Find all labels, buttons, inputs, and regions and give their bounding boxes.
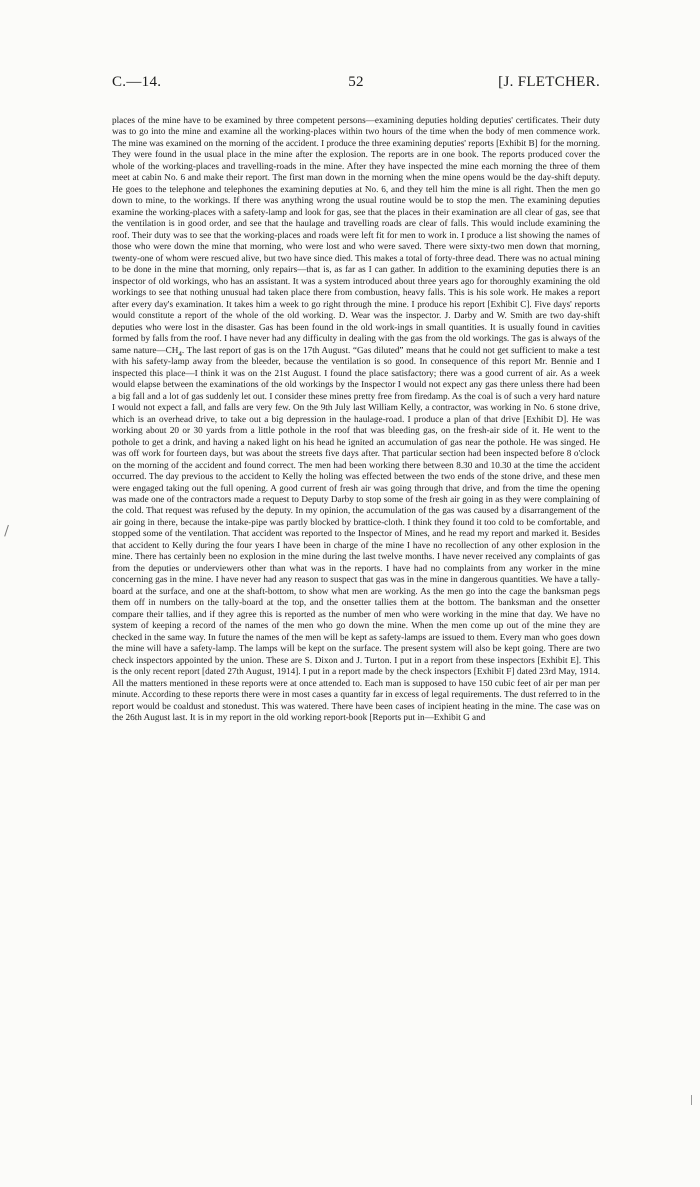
margin-mark	[4, 525, 11, 537]
testimony-part-2: . The last report of gas is on the 17th August. “Gas diluted” means that he could not get sufficient to make a test with his safety-lamp away from the bleeder, because the ventilation is so good. In consequence of this report Mr. Bennie and I inspected this place—I think it was on the 21st August. I found the place satisfactory; there was a good current of air. As a week would elapse between the examinations of the old workings by the Inspector I would not expect any gas there unless there had been a big fall and a lot of gas suddenly let out. I consider these mines pretty free from firedamp. As the coal is of such a very hard nature I would not expect a fall, and falls are very few. On the 9th July last William Kelly, a contractor, was working in No. 6 stone drive, which is an overhead drive, to take out a big depression in the haulage-road. I produce a plan of that drive [Exhibit D]. He was working about 20 or 30 yards from a little pothole in the roof that was bleeding gas, on the fresh-air side of it. He went to the pothole to get a drink, and having a naked light on his head he ignited an accumulation of gas near the pothole. He was singed. He was off work for fourteen days, but was about the streets five days after. That particular section had been inspected before 8 o'clock on the morning of the accident and found correct. The men had been working there between 8.30 and 10.30 at the time the accident occurred. The day previous to the accident to Kelly the holing was effected between the two ends of the stone drive, and these men were engaged taking out the full opening. A good current of fresh air was going through that drive, and from the time the opening was made one of the contractors made a request to Deputy Darby to stop some of the fresh air going in as they were complaining of the cold. That request was refused by the deputy. In my opinion, the accumulation of the gas was caused by a disarrangement of the air going in there, because the intake-pipe was partly blocked by brattice-cloth. I think they found it too cold to be comfortable, and stopped some of the ventilation. That accident was reported to the Inspector of Mines, and he read my report and marked it. Besides that accident to Kelly during the four years I have been in charge of the mine I have no recollection of any other explosion in the mine. There has certainly been no explosion in the mine during the last twelve months. I have never received any complaints of gas from the deputies or underviewers other than what was in the reports. I have had no complaints from any worker in the mine concerning gas in the mine. I have never had any reason to suspect that gas was in the mine in dangerous quantities. We have a tally-board at the surface, and one at the shaft-bottom, to show what men are working. As the men go into the cage the banksman pegs them off in numbers on the tally-board at the top, and the onsetter tallies them at the bottom. The banksman and the onsetter compare their tallies, and if they agree this is reported as the number of men who were working in the mine that day. We have no system of keeping a record of the names of the men who go down the mine. When the men come up out of the mine they are checked in the same way. In future the names of the men will be kept as safety-lamps are issued to them. Every man who goes down the mine will have a safety-lamp. The lamps will be kept on the surface. The present system will also be kept going. There are two check inspectors appointed by the union. These are S. Dixon and J. Turton. I put in a report from these inspectors [Exhibit E]. This is the only recent report [dated 27th August, 1914]. I put in a report made by the check inspectors [Exhibit F] dated 23rd May, 1914. All the matters mentioned in these reports were at once attended to. Each man is supposed to have 150 cubic feet of air per man per minute. According to these reports there were in most cases a quantity far in excess of legal requirements. The dust referred to in the report would be coaldust and stonedust. This was watered. There have been cases of incipient heating in the mine. The case was on the 26th August last. It is in my report in the old working report-book [Reports put in—Exhibit G and	[112, 344, 600, 723]
page-header	[112, 74, 600, 96]
testimony-part-1: places of the mine have to be examined by three competent persons—examining deputies holding deputies' certificates. Their duty was to go into the mine and examine all the working-places within two hours of the time when the body of men commence work. The mine was examined on the morning of the accident. I produce the three examining deputies' reports [Exhibit B] for the morning. They were found in the usual place in the mine after the explosion. The reports are in one book. The reports produced cover the whole of the working-places and travelling-roads in the mine. After they have inspected the mine each morning the three of them meet at cabin No. 6 and make their report. The first man down in the morning when the mine opens would be the day-shift deputy. He goes to the telephone and telephones the examining deputies at No. 6, and they tell him the mine is all right. Then the men go down to mine, to the workings. If there was anything wrong the usual routine would be to stop the men. The examining deputies examine the working-places with a safety-lamp and look for gas, see that the places in their examination are all clear of gas, see that the ventilation is in good order, and see that the haulage and travelling roads are clear of falls. This would include examining the roof. Their duty was to see that the working-places and roads were left fit for men to work in. I produce a list showing the names of those who were down the mine that morning, who were lost and who were saved. There were sixty-two men down that morning, twenty-one of whom were rescued alive, but two have since died. This makes a total of forty-three dead. There was no actual mining to be done in the mine that morning, only repairs—that is, as far as I can gather. In addition to the examining deputies there is an inspector of old workings, who has an assistant. It was a system introduced about three years ago for thoroughly examining the old workings to see that nothing unusual had taken place there from combustion, heavy falls. This is his sole work. He makes a report after every day's examination. It takes him a week to go right through the mine. I produce his report [Exhibit C]. Five days' reports would constitute a report of the whole of the old working. D. Wear was the inspector. J. Darby and W. Smith are two day-shift deputies who were lost in the disaster. Gas has been found in the old work-ings in small quantities. It is usually found in cavities formed by falls from the roof. I have never had any difficulty in dealing with the gas from the old workings. The gas is always of the same nature—CH	[112, 115, 600, 355]
witness-name: [J. FLETCHER.	[498, 74, 600, 90]
edge-mark	[691, 1095, 694, 1105]
chemical-subscript: 4	[178, 349, 182, 358]
document-reference: C.—14.	[112, 74, 162, 90]
page-number: 52	[348, 74, 364, 90]
testimony-text	[112, 115, 600, 724]
testimony-paragraph	[112, 115, 600, 724]
